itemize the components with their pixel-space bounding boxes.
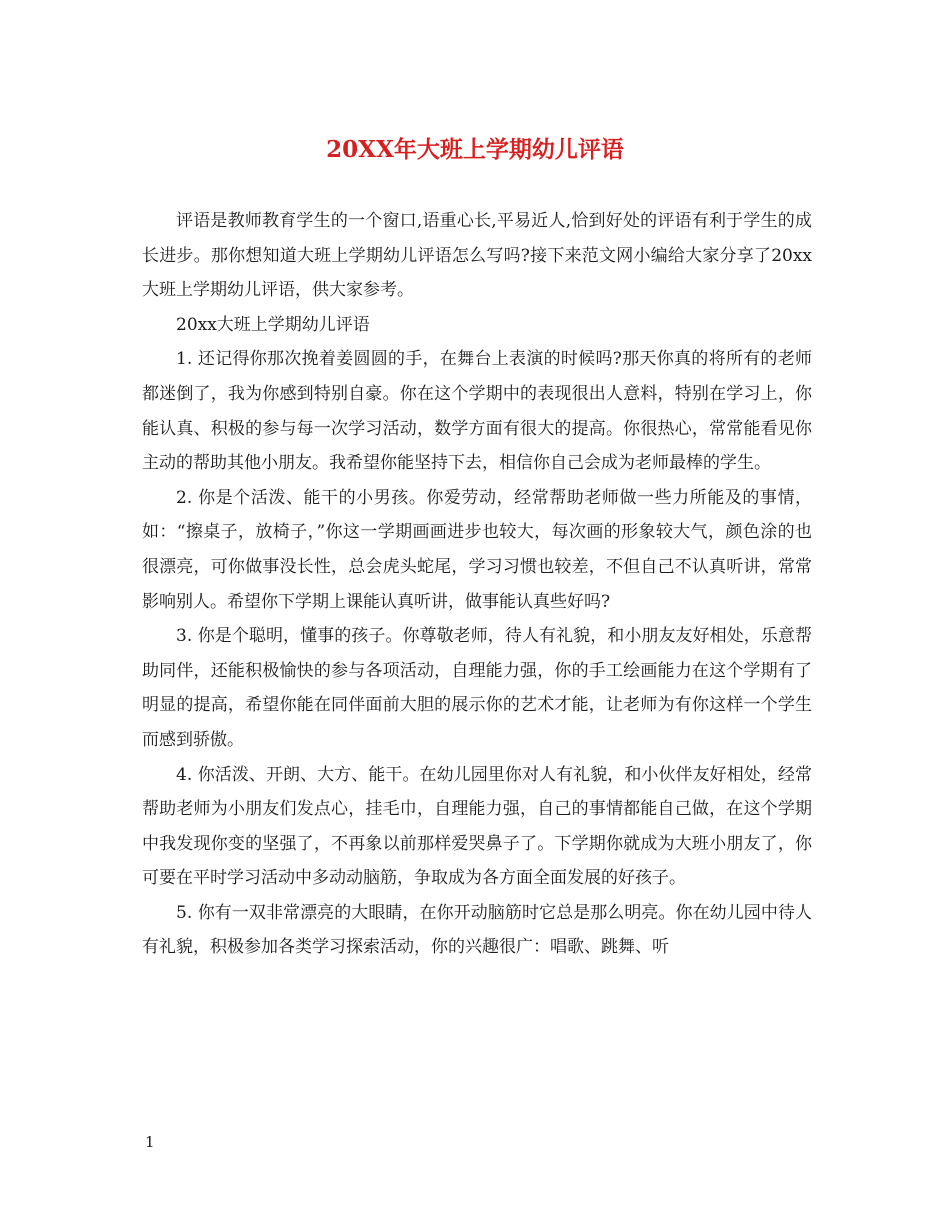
comment-paragraph-3: 3. 你是个聪明，懂事的孩子。你尊敬老师，待人有礼貌，和小朋友友好相处，乐意帮助同伴，还能积极愉快的参与各项活动，自理能力强，你的手工绘画能力在这个学期有了明显的提高，希望你能在同伴面前大胆的展示你的艺术才能，让老师为有你这样一个学生而感到骄傲。 bbox=[142, 626, 812, 750]
document-body bbox=[142, 204, 812, 965]
comment-paragraph-4: 4. 你活泼、开朗、大方、能干。在幼儿园里你对人有礼貌，和小伙伴友好相处，经常帮助老师为小朋友们发点心，挂毛巾，自理能力强，自己的事情都能自己做，在这个学期中我发现你变的坚强了，不再象以前那样爱哭鼻子了。下学期你就成为大班小朋友了，你可要在平时学习活动中多动动脑筋，争取成为各方面全面发展的好孩子。 bbox=[142, 764, 812, 889]
page-number: 1 bbox=[145, 1133, 155, 1151]
intro-paragraph: 评语是教师教育学生的一个窗口,语重心长,平易近人,恰到好处的评语有利于学生的成长进步。那你想知道大班上学期幼儿评语怎么写吗?接下来范文网小编给大家分享了20xx大班上学期幼儿评语，供大家参考。 bbox=[142, 211, 812, 301]
comment-paragraph-5: 5. 你有一双非常漂亮的大眼睛，在你开动脑筋时它总是那么明亮。你在幼儿园中待人有礼貌，积极参加各类学习探索活动，你的兴趣很广：唱歌、跳舞、听 bbox=[142, 902, 812, 958]
document-title: 20XX年大班上学期幼儿评语 bbox=[326, 136, 624, 163]
comment-paragraph-2: 2. 你是个活泼、能干的小男孩。你爱劳动，经常帮助老师做一些力所能及的事情，如：“擦桌子，放椅子，”你这一学期画画进步也较大，每次画的形象较大气，颜色涂的也很漂亮，可你做事没长性，总会虎头蛇尾，学习习惯也较差，不但自己不认真听讲，常常影响别人。希望你下学期上课能认真听讲，做事能认真些好吗? bbox=[142, 487, 812, 612]
section-heading: 20xx大班上学期幼儿评语 bbox=[176, 314, 370, 335]
comment-paragraph-1: 1. 还记得你那次挽着姜圆圆的手，在舞台上表演的时候吗?那天你真的将所有的老师都迷倒了，我为你感到特别自豪。你在这个学期中的表现很出人意料，特别在学习上，你能认真、积极的参与每一次学习活动，数学方面有很大的提高。你很热心，常常能看见你主动的帮助其他小朋友。我希望你能坚持下去，相信你自己会成为老师最棒的学生。 bbox=[142, 349, 812, 474]
